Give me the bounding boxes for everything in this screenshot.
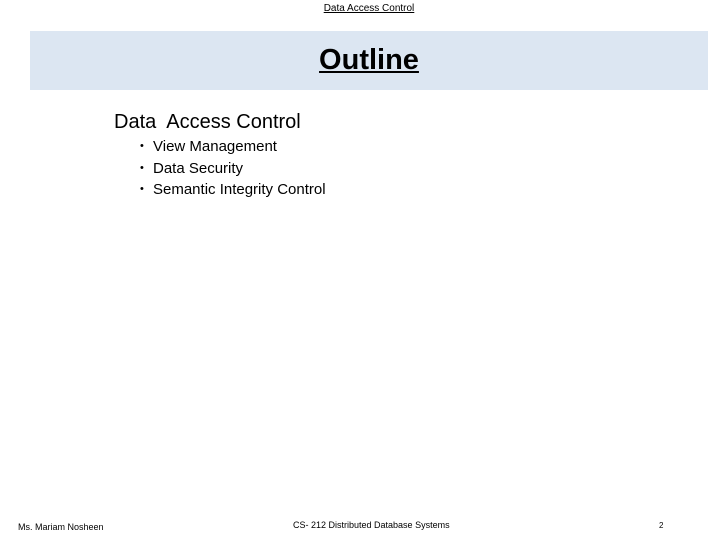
bullet-text: View Management [153, 138, 277, 155]
bullet-item [140, 136, 326, 158]
section-heading: Data Access Control [114, 111, 301, 133]
bullet-dot-icon: • [140, 140, 144, 152]
footer-course: CS- 212 Distributed Database Systems [293, 520, 450, 530]
running-header: Data Access Control [323, 3, 415, 14]
bullet-dot-icon: • [140, 161, 144, 174]
bullet-list [140, 136, 326, 201]
slide-title: Outline [319, 44, 419, 76]
bullet-text: Data Security [153, 159, 244, 177]
bullet-text: Semantic Integrity Control [153, 181, 326, 198]
bullet-item [140, 158, 326, 180]
footer-author: Ms. Mariam Nosheen [18, 522, 104, 532]
bullet-item [140, 179, 326, 201]
bullet-dot-icon: • [140, 183, 144, 195]
footer-page-number: 2 [659, 521, 664, 530]
